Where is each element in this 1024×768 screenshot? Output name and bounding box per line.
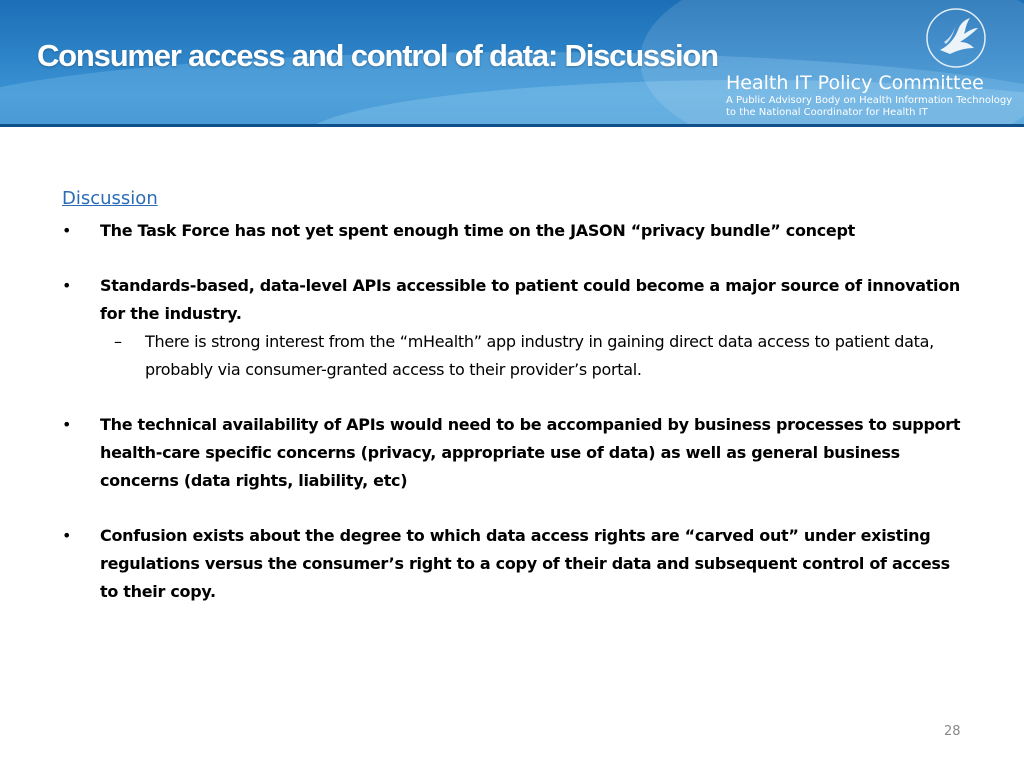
committee-subtitle-line2: to the National Coordinator for Health IT [726,107,928,118]
slide-header-banner [0,0,1024,127]
bullet-mark: • [62,415,72,434]
bullet-text: Standards-based, data-level APIs accessible to patient could become a major source of innovation for the industry. [100,276,961,323]
sub-bullet-mark: – [114,332,122,351]
bullet-text: Confusion exists about the degree to which data access rights are “carved out” under existing regulations versus the consumer’s right to a copy of their data and subsequent control of access to their copy. [100,526,950,601]
bullet-mark: • [62,276,72,295]
bullet-item [62,217,972,245]
discussion-heading: Discussion [62,188,158,209]
page-number: 28 [944,724,961,739]
bullet-mark: • [62,526,72,545]
committee-subtitle [726,95,1012,119]
bullet-item [62,272,972,328]
slide-body [62,188,972,606]
committee-subtitle-line1: A Public Advisory Body on Health Information Technology [726,95,1013,106]
slide-title: Consumer access and control of data: Discussion [37,38,718,73]
bullet-text: The technical availability of APIs would need to be accompanied by business processes to support health-care specific concerns (privacy, appropriate use of data) as well as general business concerns (data rights, liability, etc) [100,415,961,490]
hhs-eagle-logo-icon [924,6,988,70]
bullet-mark: • [62,221,72,240]
committee-name: Health IT Policy Committee [726,72,984,94]
bullet-item [62,411,972,495]
header-bottom-rule [0,124,1024,127]
sub-bullet-item [62,328,972,384]
sub-bullet-text: There is strong interest from the “mHealth” app industry in gaining direct data access to patient data, probably via consumer-granted access to their provider’s portal. [145,332,934,379]
bullet-item [62,522,972,606]
bullet-text: The Task Force has not yet spent enough time on the JASON “privacy bundle” concept [100,221,855,240]
